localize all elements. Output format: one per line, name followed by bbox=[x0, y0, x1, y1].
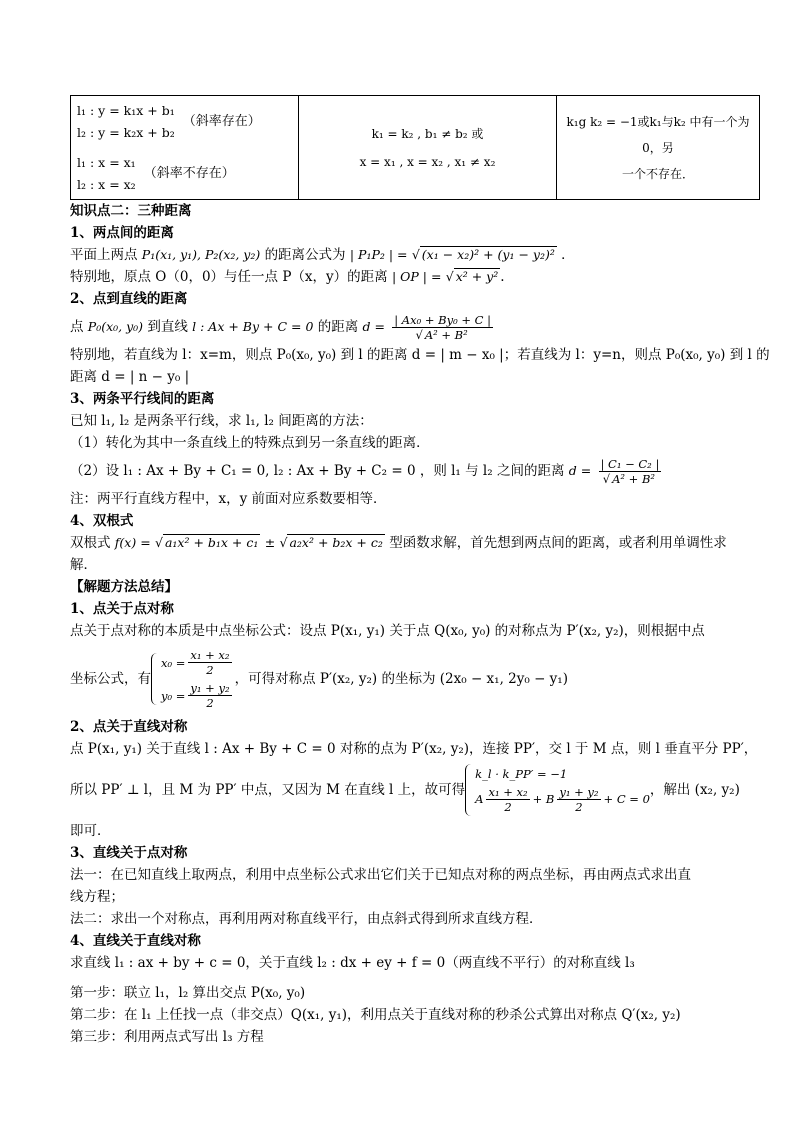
line-line-task: 求直线 l₁ : ax + by + c = 0，关于直线 l₂ : dx + ey + f = 0（两直线不平行）的对称直线 l₃ bbox=[70, 955, 635, 971]
text: 型函数求解，首先想到两点间的距离，或者利用单调性求 bbox=[389, 535, 727, 551]
radicand-1: a₁x² + b₁x + c₁ bbox=[164, 535, 259, 550]
formula-radicand: x² + y² bbox=[455, 269, 499, 284]
special-case-line2: 距离 d = | n − y₀ | bbox=[70, 369, 190, 385]
fraction bbox=[599, 457, 662, 486]
subsection-parallel-lines-distance: 3、两条平行线间的距离 bbox=[70, 391, 215, 407]
slope-exists-group bbox=[77, 100, 292, 144]
text: ． bbox=[561, 247, 575, 263]
text: 所以 PP′ ⊥ l，且 M 为 PP′ 中点，又因为 M 在直线 l 上，故可得 bbox=[70, 782, 466, 798]
double-radical-line bbox=[70, 532, 760, 554]
section-title-three-distances: 知识点二：三种距离 bbox=[70, 203, 192, 219]
page bbox=[70, 95, 770, 1048]
text: 的距离 bbox=[317, 319, 359, 335]
method-2-text: 法二：求出一个对称点，再利用两对称直线平行，由点斜式得到所求直线方程． bbox=[70, 911, 543, 927]
parallel-intro: 已知 l₁, l₂ 是两条平行线，求 l₁, l₂ 间距离的方法： bbox=[70, 413, 373, 429]
sqrt-sign bbox=[446, 269, 454, 284]
note-slope-not-exists: （斜率不存在） bbox=[143, 165, 235, 181]
fraction-numerator: | C₁ − C₂ | bbox=[600, 457, 660, 471]
text: 到直线 bbox=[147, 319, 188, 335]
slope-not-exists-group bbox=[77, 152, 292, 196]
text: 坐标公式，有 bbox=[70, 671, 151, 687]
method-1-text-end: 线方程； bbox=[70, 889, 124, 905]
formula-lhs: d = bbox=[362, 319, 385, 334]
text: 平面上两点 bbox=[70, 247, 138, 263]
parallel-condition-line2: x = x₁ , x = x₂ , x₁ ≠ x₂ bbox=[359, 154, 496, 169]
perpendicular-condition-line1: k₁g k₂ = −1或k₁与k₂ 中有一个为 0，另 bbox=[566, 114, 750, 155]
brace bbox=[151, 653, 157, 705]
l2-vertical-equation: l₂ : x = x₂ bbox=[77, 176, 136, 192]
text: 的距离公式为 bbox=[264, 247, 346, 263]
brace bbox=[465, 764, 471, 816]
formula-radicand: (x₁ − x₂)² + (y₁ − y₂)² bbox=[421, 247, 555, 262]
subsection-line-about-line: 4、直线关于直线对称 bbox=[70, 933, 201, 949]
subsection-line-about-point: 3、直线关于点对称 bbox=[70, 845, 188, 861]
eq-term: + C = 0 bbox=[603, 792, 650, 806]
point-line-formula-line bbox=[70, 310, 760, 344]
vertical-equations bbox=[77, 152, 136, 196]
subsection-point-about-line: 2、点关于直线对称 bbox=[70, 719, 188, 735]
fraction-denominator: 2 bbox=[504, 799, 512, 814]
point-symmetry-text: 点关于点对称的本质是中点坐标公式：设点 P(x₁, y₁) 关于点 Q(x₀, y₀) 的对称点为 P′(x₂, y₂)，则根据中点 bbox=[70, 623, 705, 639]
perpendicular-condition-line2: 一个不存在． bbox=[621, 166, 694, 181]
equation-1: k_l · k_PP′ = −1 bbox=[475, 766, 568, 781]
fraction-numerator: x₁ + x₂ bbox=[488, 784, 528, 799]
origin-distance-line bbox=[70, 266, 760, 288]
eq-term: A bbox=[475, 792, 484, 806]
points: P₁(x₁, y₁), P₂(x₂, y₂) bbox=[141, 247, 261, 262]
point: P₀(x₀, y₀) bbox=[87, 319, 144, 334]
subsection-point-about-point: 1、点关于点对称 bbox=[70, 601, 174, 617]
text: 特别地，原点 O（0，0）与任一点 P（x，y）的距离 bbox=[70, 269, 388, 285]
step-3: 第三步：利用两点式写出 l₃ 方程 bbox=[70, 1029, 264, 1045]
fraction-denominator: 2 bbox=[206, 663, 214, 677]
parallel-condition-line1: k₁ = k₂ , b₁ ≠ b₂ 或 bbox=[371, 126, 484, 141]
text: ，可得对称点 P′(x₂, y₂) 的坐标为 (2x₀ − x₁, 2y₀ − y₁) bbox=[234, 671, 568, 687]
table-cell-perpendicular-condition bbox=[557, 96, 760, 200]
fraction-numerator: y₁ + y₂ bbox=[190, 681, 230, 695]
step-1: 第一步：联立 l₁，l₂ 算出交点 P(x₀, y₀) bbox=[70, 985, 306, 1001]
two-point-formula-line bbox=[70, 244, 760, 266]
radicand: A² + B² bbox=[424, 328, 468, 342]
sqrt-sign bbox=[155, 535, 163, 550]
eq-lhs: x₀ = bbox=[161, 655, 186, 670]
subsection-point-line-distance: 2、点到直线的距离 bbox=[70, 291, 188, 307]
double-radical-line-end: 解． bbox=[70, 557, 97, 573]
fraction-denominator: 2 bbox=[575, 799, 583, 814]
table-cell-line-equations bbox=[71, 96, 299, 200]
content bbox=[70, 200, 770, 1048]
equation-system bbox=[151, 646, 235, 712]
point-symmetry-system-line bbox=[70, 646, 760, 712]
subsection-two-point-distance: 1、两点间的距离 bbox=[70, 225, 174, 241]
text: 点 bbox=[70, 319, 84, 335]
l1-vertical-equation: l₁ : x = x₁ bbox=[77, 154, 136, 170]
line-equation: l : Ax + By + C = 0 bbox=[192, 319, 314, 334]
text: . bbox=[500, 269, 505, 285]
fraction-numerator: x₁ + x₂ bbox=[190, 648, 230, 662]
function-lhs: f(x) = bbox=[114, 535, 151, 550]
sqrt-sign bbox=[412, 247, 420, 262]
comparison-table bbox=[70, 95, 760, 200]
fraction-numerator: y₁ + y₂ bbox=[559, 784, 599, 799]
radicand-2: a₂x² + b₂x + c₂ bbox=[289, 535, 383, 550]
formula-lhs: | P₁P₂ | = bbox=[349, 247, 408, 262]
parallel-method-1: （1）转化为其中一条直线上的特殊点到另一条直线的距离． bbox=[70, 435, 430, 451]
formula-lhs: d = bbox=[568, 463, 592, 478]
method-1-text: 法一：在已知直线上取两点，利用中点坐标公式求出它们关于已知点对称的两点坐标，再由两点式求出直 bbox=[70, 867, 691, 883]
text: 双根式 bbox=[70, 535, 111, 551]
section-title-method-summary: 【解题方法总结】 bbox=[70, 579, 178, 595]
eq-lhs: y₀ = bbox=[161, 688, 186, 703]
radicand: A² + B² bbox=[612, 472, 656, 486]
table-row bbox=[71, 96, 760, 200]
plus-minus: ± bbox=[264, 535, 276, 550]
text: （2）设 l₁ : Ax + By + C₁ = 0, l₂ : Ax + By + C₂ = 0 ，则 l₁ 与 l₂ 之间的距离 bbox=[70, 463, 565, 479]
equation-system bbox=[465, 764, 650, 816]
fraction-numerator: | Ax₀ + By₀ + C | bbox=[394, 313, 491, 327]
line-symmetry-system-line bbox=[70, 764, 760, 816]
note-slope-exists: （斜率存在） bbox=[182, 113, 261, 129]
subsection-double-radical: 4、双根式 bbox=[70, 513, 134, 529]
eq-term: + B bbox=[532, 792, 555, 806]
slope-equations bbox=[77, 100, 175, 144]
parallel-note: 注：两平行直线方程中，x，y 前面对应系数要相等． bbox=[70, 491, 387, 507]
step-2: 第二步：在 l₁ 上任找一点（非交点）Q(x₁, y₁)，利用点关于直线对称的秒杀公式算出对称点 Q′(x₂, y₂) bbox=[70, 1007, 681, 1023]
l2-slope-equation: l₂ : y = k₂x + b₂ bbox=[77, 124, 175, 140]
parallel-method-2 bbox=[70, 454, 760, 488]
special-case-line1: 特别地，若直线为 l：x=m，则点 P₀(x₀, y₀) 到 l 的距离 d = | m − x₀ |；若直线为 l：y=n，则点 P₀(x₀, y₀) 到 l 的 bbox=[70, 347, 770, 363]
formula-lhs: | OP | = bbox=[391, 269, 442, 284]
line-symmetry-end: 即可． bbox=[70, 823, 111, 839]
fraction-denominator bbox=[413, 328, 471, 342]
table-cell-parallel-condition bbox=[299, 96, 557, 200]
fraction bbox=[392, 313, 493, 342]
fraction-denominator: 2 bbox=[206, 696, 214, 710]
fraction-denominator bbox=[601, 472, 659, 486]
line-symmetry-text: 点 P(x₁, y₁) 关于直线 l : Ax + By + C = 0 对称的点为 P′(x₂, y₂)，连接 PP′，交 l 于 M 点，则 l 垂直平分 PP′， bbox=[70, 741, 758, 757]
l1-slope-equation: l₁ : y = k₁x + b₁ bbox=[77, 102, 175, 118]
text: ，解出 (x₂, y₂) bbox=[649, 782, 740, 798]
